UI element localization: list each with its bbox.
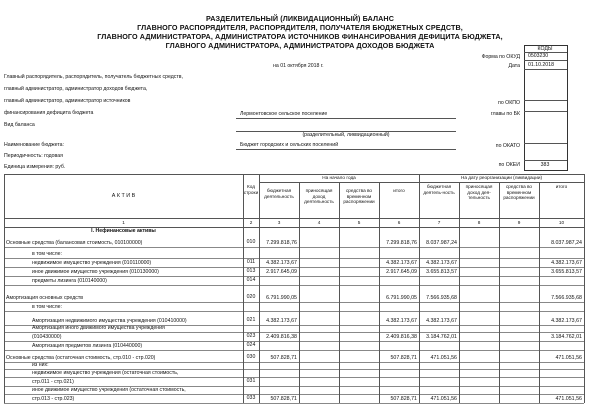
row-code: 020: [246, 294, 256, 300]
row-label: иное движимое имущество учреждения (010130000): [32, 269, 159, 275]
subheader-start-3: средства во временном распоряжении: [343, 188, 375, 205]
column-border: [459, 182, 460, 403]
row-value-col3: 4.382.173,67: [266, 260, 297, 266]
row-separator: [4, 394, 584, 395]
row-separator: [4, 350, 584, 351]
row-label: Основные средства (балансовая стоимость, 010100000): [6, 240, 143, 246]
row-value-col7: 471.051,56: [430, 396, 457, 402]
row-separator: [4, 362, 584, 363]
row-separator: [4, 311, 584, 312]
budget-name: Бюджет городских и сельских поселений: [240, 142, 339, 148]
row-value-col7: 471.051,56: [430, 355, 457, 361]
title-line-3: ГЛАВНОГО АДМИНИСТРАТОРА, АДМИНИСТРАТОРА ИСТОЧНИКОВ ФИНАНСИРОВАНИЯ ДЕФИЦИТА БЮДЖЕТА,: [97, 32, 503, 41]
row-label: недвижимое имущество учреждения (остаточная стоимость,: [32, 370, 179, 376]
row-code: 014: [246, 277, 256, 283]
label-recipient: Главный распорядитель, распорядитель, получатель бюджетных средств,: [4, 74, 183, 80]
subheader-reorg-1: бюджетная деятель-ность: [423, 184, 455, 195]
label-admin-sources: главный администратор, администратор источников: [4, 98, 131, 104]
row-label: (010430000): [32, 334, 62, 340]
okei-label: по ОКЕИ: [498, 162, 520, 168]
column-border: [419, 174, 420, 403]
column-number: 8: [477, 220, 481, 225]
row-value-col3: 507.828,71: [270, 396, 297, 402]
row-value-col3: 2.409.816,38: [266, 334, 297, 340]
label-admin-income: главный администратор, администратор доходов бюджета,: [4, 86, 148, 92]
date-value: 01.10.2018: [528, 62, 554, 68]
oktmo-label: по ОКАТО: [495, 143, 520, 149]
row-value-col6: 6.791.990,05: [386, 295, 417, 301]
subheader-reorg-3: средства во временном распоряжении: [503, 184, 535, 201]
column-number: 9: [517, 220, 521, 225]
row-label: в том числе:: [32, 251, 62, 257]
column-number: 1: [122, 220, 125, 225]
col-aktiv-header: А К Т И В: [111, 193, 136, 199]
form-code: 0503230: [528, 53, 549, 59]
row-code: 010: [246, 239, 256, 245]
column-border: [499, 182, 500, 403]
row-code: 030: [246, 354, 256, 360]
column-number: 4: [317, 220, 321, 225]
column-border: [4, 174, 5, 403]
section-title: I. Нефинансовые активы: [91, 228, 156, 234]
row-value-col6: 507.828,71: [390, 396, 417, 402]
row-value-col7: 3.184.762,01: [426, 334, 457, 340]
label-unit: Единица измерения: руб.: [4, 164, 66, 170]
column-number: 10: [558, 220, 565, 225]
row-code: 031: [246, 378, 256, 384]
label-deficit: финансирования дефицита бюджета: [4, 110, 94, 116]
row-label: стр.013 - стр.023): [32, 396, 75, 402]
row-value-col7: 7.566.935,68: [426, 295, 457, 301]
row-separator: [4, 267, 584, 268]
column-border: [243, 174, 244, 403]
column-number: 3: [277, 220, 281, 225]
label-balance-kind: Вид баланса: [4, 122, 35, 128]
subheader-start-1: бюджетная деятельность: [264, 188, 294, 199]
okpo-label: по ОКПО: [498, 100, 520, 106]
row-label: из них:: [32, 362, 49, 368]
row-label: Амортизация основных средств: [6, 295, 83, 301]
balance-kind-hint: (разделительный, ликвидационный): [302, 132, 390, 138]
row-value-col6: 7.299.818,76: [386, 240, 417, 246]
row-value-col6: 4.382.173,67: [386, 318, 417, 324]
row-code: 013: [246, 268, 256, 274]
org-name: Лермонтовское сельское поселение: [240, 111, 328, 117]
header-bottom-line: [4, 218, 584, 219]
title-line-4: ГЛАВНОГО АДМИНИСТРАТОРА, АДМИНИСТРАТОРА ДОХОДОВ БЮДЖЕТА: [165, 41, 435, 50]
column-border: [379, 182, 380, 403]
column-border: [339, 182, 340, 403]
row-value-col10: 4.382.173,67: [551, 318, 582, 324]
column-number: 6: [397, 220, 401, 225]
row-code: 011: [246, 259, 256, 265]
row-label: Основные средства (остаточная стоимость, стр.010 - стр.020): [6, 355, 156, 361]
row-value-col7: 8.037.987,24: [426, 240, 457, 246]
row-value-col10: 3.184.762,01: [551, 334, 582, 340]
column-border: [299, 182, 300, 403]
row-label: Амортизация недвижимого имущества учреждения (010410000): [32, 318, 187, 324]
row-separator: [4, 332, 584, 333]
column-number: 7: [437, 220, 441, 225]
row-code: 023: [246, 333, 256, 339]
row-code: 021: [246, 317, 256, 323]
row-label: предметы лизинга (010140000): [32, 278, 107, 284]
column-border: [259, 174, 260, 403]
row-value-col10: 8.037.987,24: [551, 240, 582, 246]
row-label: Амортизация предметов лизинга (010440000): [32, 343, 143, 349]
row-value-col7: 4.382.173,67: [426, 318, 457, 324]
group-reorg-date: На дату реорганизации (ликвидации): [460, 175, 543, 180]
row-separator: [4, 302, 584, 303]
row-separator: [4, 341, 584, 342]
date-label: Дата: [508, 63, 520, 69]
label-periodicity: Периодичность: годовая: [4, 153, 63, 159]
subheader-reorg-2: приносящая доход дея-тельность: [465, 184, 493, 201]
row-value-col10: 471.051,56: [555, 355, 582, 361]
row-value-col10: 7.566.935,68: [551, 295, 582, 301]
row-separator: [4, 285, 584, 286]
subheader-start-2: приносящая доход деятельность: [304, 188, 334, 205]
label-budget-name: Наименование бюджета:: [4, 142, 65, 148]
date-line: на 01 октября 2018 г.: [273, 63, 324, 69]
row-separator: [4, 247, 584, 248]
row-value-col3: 6.791.990,05: [266, 295, 297, 301]
col-code-header: Код строки: [243, 184, 259, 195]
row-value-col6: 507.828,71: [390, 355, 417, 361]
group-start-year: На начало года: [322, 175, 356, 180]
row-label: иное движимое имущество учреждения (остаточная стоимость,: [32, 387, 186, 393]
row-code: 024: [246, 342, 256, 348]
row-value-col6: 2.917.645,09: [386, 269, 417, 275]
form-label: Форма по ОКУД: [481, 54, 520, 60]
subheader-start-4: итого: [393, 188, 405, 193]
row-separator: [4, 258, 584, 259]
row-label: стр.011 - стр.021): [32, 379, 74, 385]
row-value-col3: 7.299.818,76: [266, 240, 297, 246]
row-separator: [4, 276, 584, 277]
row-value-col10: 4.382.173,67: [551, 260, 582, 266]
row-value-col10: 3.655.813,57: [551, 269, 582, 275]
row-value-col6: 4.382.173,67: [386, 260, 417, 266]
column-number: 2: [249, 220, 253, 225]
row-label: недвижимое имущество учреждения (010110000): [32, 260, 152, 266]
bk-label: главы по БК: [490, 111, 520, 117]
column-border: [539, 182, 540, 403]
row-separator: [4, 403, 584, 404]
row-label: Амортизация иного движимого имущества учреждения: [32, 325, 165, 331]
codes-header: КОДЫ: [537, 46, 553, 52]
row-value-col3: 507.828,71: [270, 355, 297, 361]
row-value-col7: 4.382.173,67: [426, 260, 457, 266]
row-separator: [4, 377, 584, 378]
okei-value: 383: [540, 162, 550, 168]
subheader-reorg-4: итого: [555, 184, 568, 189]
title-line-2: ГЛАВНОГО РАСПОРЯДИТЕЛЯ, РАСПОРЯДИТЕЛЯ, ПОЛУЧАТЕЛЯ БЮДЖЕТНЫХ СРЕДСТВ,: [137, 23, 463, 32]
column-border: [584, 174, 585, 403]
header-group-line: [259, 182, 584, 183]
row-value-col7: 3.655.813,57: [426, 269, 457, 275]
title-line-1: РАЗДЕЛИТЕЛЬНЫЙ (ЛИКВИДАЦИОННЫЙ) БАЛАНС: [206, 14, 394, 23]
row-value-col3: 2.917.645,09: [266, 269, 297, 275]
row-code: 033: [246, 395, 256, 401]
row-value-col6: 2.409.816,38: [386, 334, 417, 340]
column-number: 5: [357, 220, 361, 225]
row-value-col3: 4.382.173,67: [266, 318, 297, 324]
row-value-col10: 471.051,56: [555, 396, 582, 402]
row-label: в том числе:: [32, 304, 62, 310]
